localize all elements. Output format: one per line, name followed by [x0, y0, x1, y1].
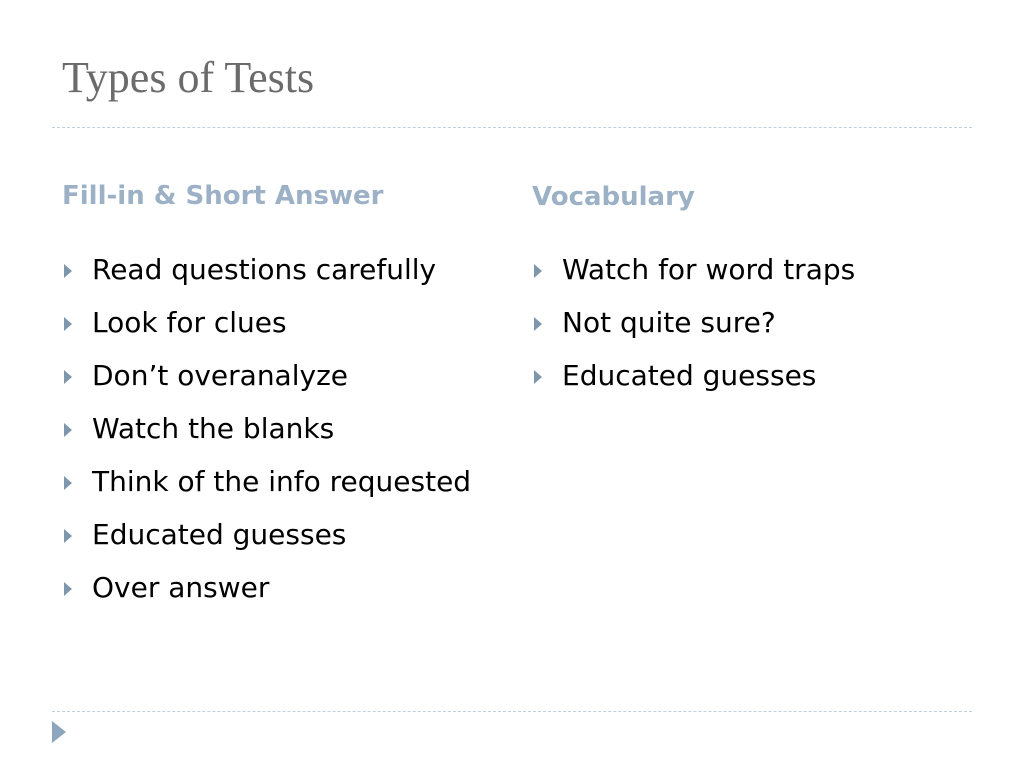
list-item [532, 301, 972, 345]
triangle-right-icon [534, 264, 542, 278]
list-item-text: Over answer [92, 571, 270, 604]
next-slide-arrow-icon[interactable] [52, 721, 66, 743]
list-item [62, 301, 492, 345]
triangle-right-icon [64, 529, 72, 543]
list-item-text: Not quite sure? [562, 306, 776, 339]
list-item [62, 407, 492, 451]
list-item-text: Don’t overanalyze [92, 359, 348, 392]
right-bullet-list [532, 248, 972, 407]
footer-divider [52, 711, 972, 712]
triangle-right-icon [534, 317, 542, 331]
triangle-right-icon [64, 476, 72, 490]
list-item [62, 513, 492, 557]
list-item-text: Educated guesses [92, 518, 347, 551]
list-item [62, 566, 492, 610]
triangle-right-icon [64, 370, 72, 384]
list-item [532, 354, 972, 398]
triangle-right-icon [534, 370, 542, 384]
left-bullet-list [62, 248, 492, 619]
list-item [532, 248, 972, 292]
triangle-right-icon [64, 317, 72, 331]
triangle-right-icon [64, 264, 72, 278]
left-column-heading: Fill-in & Short Answer [62, 181, 384, 211]
right-column-heading: Vocabulary [532, 182, 695, 212]
slide-title: Types of Tests [62, 53, 315, 102]
list-item-text: Read questions carefully [92, 253, 437, 286]
triangle-right-icon [64, 423, 72, 437]
list-item [62, 460, 492, 504]
list-item-text: Watch for word traps [562, 253, 856, 286]
list-item [62, 248, 492, 292]
list-item [62, 354, 492, 398]
title-divider [52, 127, 972, 128]
list-item-text: Think of the info requested [92, 465, 472, 498]
list-item-text: Watch the blanks [92, 412, 335, 445]
list-item-text: Educated guesses [562, 359, 817, 392]
triangle-right-icon [64, 582, 72, 596]
list-item-text: Look for clues [92, 306, 287, 339]
